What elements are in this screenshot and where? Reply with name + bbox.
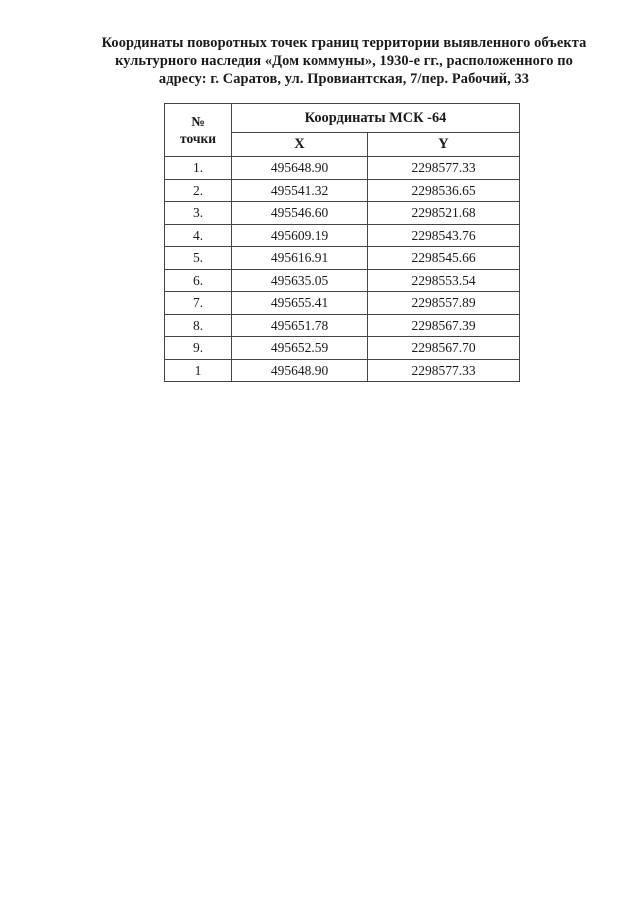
title-line-3: адресу: г. Саратов, ул. Провиантская, 7/пер. Рабочий, 33 [158,71,530,87]
title-line-2: культурного наследия «Дом коммуны», 1930-е гг., расположенного по [115,53,573,69]
table-row [165,157,520,180]
cell-y: 2298567.39 [368,314,520,337]
cell-point-number: 3. [165,202,232,225]
cell-x: 495616.91 [232,247,368,270]
header-x: X [232,133,368,157]
cell-x: 495546.60 [232,202,368,225]
cell-y: 2298521.68 [368,202,520,225]
cell-point-number: 8. [165,314,232,337]
table-row [165,202,520,225]
cell-x: 495635.05 [232,269,368,292]
header-y: Y [368,133,520,157]
cell-y: 2298536.65 [368,179,520,202]
cell-x: 495609.19 [232,224,368,247]
header-coordinates-msk: Координаты МСК -64 [232,104,520,133]
cell-y: 2298553.54 [368,269,520,292]
table-row [165,337,520,360]
table-row [165,269,520,292]
header-number-sign: № [191,114,205,129]
header-row-group [165,104,520,133]
cell-y: 2298567.70 [368,337,520,360]
cell-y: 2298577.33 [368,157,520,180]
table-header [165,104,520,157]
cell-point-number: 1. [165,157,232,180]
table-row [165,247,520,270]
cell-y: 2298577.33 [368,359,520,382]
cell-point-number: 1 [165,359,232,382]
header-point-label: точки [179,131,217,146]
table-body [165,157,520,382]
table-row [165,292,520,315]
cell-x: 495655.41 [232,292,368,315]
cell-point-number: 4. [165,224,232,247]
cell-x: 495648.90 [232,157,368,180]
cell-point-number: 5. [165,247,232,270]
cell-x: 495652.59 [232,337,368,360]
header-point-number [165,104,232,157]
cell-point-number: 6. [165,269,232,292]
table-row [165,314,520,337]
cell-x: 495541.32 [232,179,368,202]
cell-point-number: 2. [165,179,232,202]
title-line-1: Координаты поворотных точек границ территории выявленного объекта [101,35,587,51]
cell-y: 2298543.76 [368,224,520,247]
cell-y: 2298545.66 [368,247,520,270]
cell-y: 2298557.89 [368,292,520,315]
cell-x: 495648.90 [232,359,368,382]
page-title [60,34,628,88]
cell-x: 495651.78 [232,314,368,337]
table-row [165,359,520,382]
cell-point-number: 7. [165,292,232,315]
table-row [165,179,520,202]
coordinates-table [164,103,520,382]
table-row [165,224,520,247]
cell-point-number: 9. [165,337,232,360]
